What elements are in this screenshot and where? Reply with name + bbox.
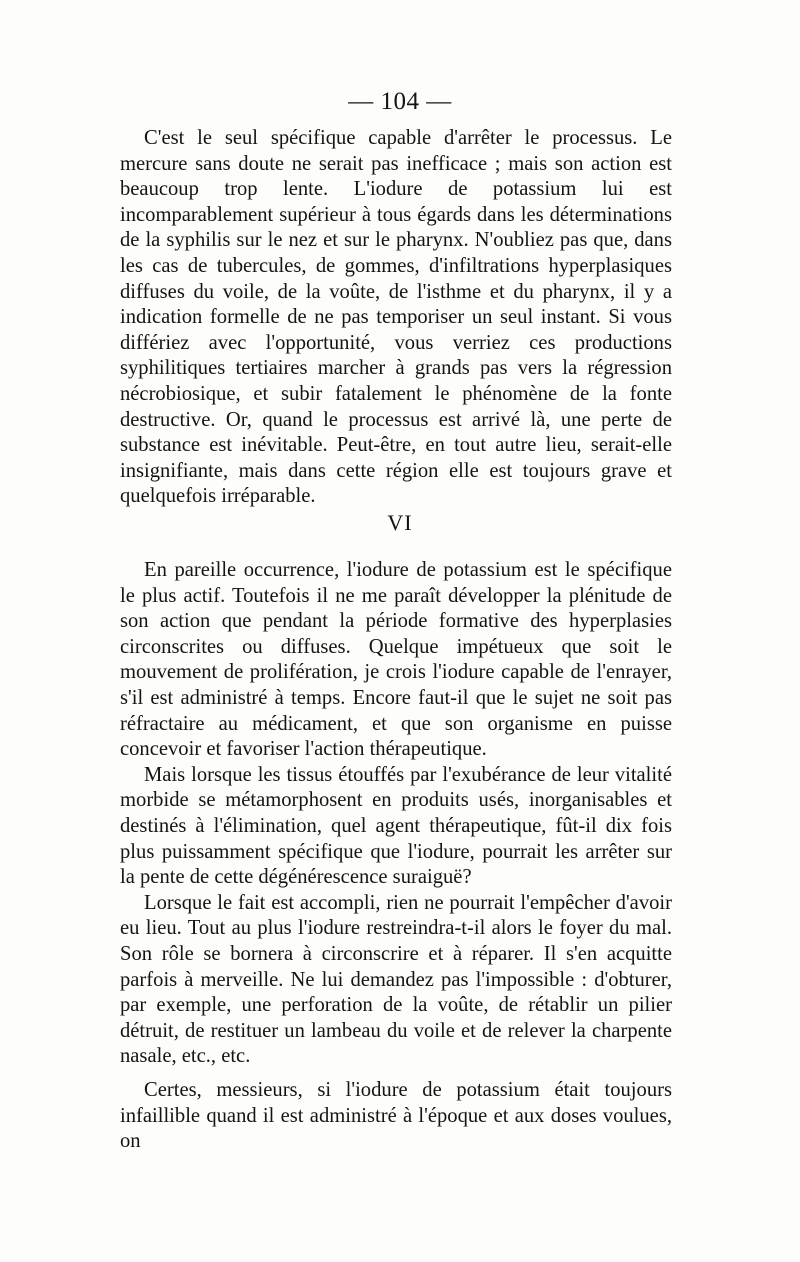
paragraph-5-block	[120, 1078, 672, 1155]
paragraph-5: Certes, messieurs, si l'iodure de potassium était toujours infaillible quand il est administré à l'époque et aux doses voulues, on	[120, 1079, 672, 1153]
paragraph-3: Mais lorsque les tissus étouffés par l'exubérance de leur vitalité morbide se métamorphosent en produits usés, inorganisables et destinés à l'élimination, quel agent thérapeutique, fût-il dix fois plus puissamment spécifique que l'iodure, pourrait les arrêter sur la pente de cette dégénérescence suraiguë?	[120, 763, 672, 889]
section-heading: VI	[387, 510, 413, 535]
paragraph-4: Lorsque le fait est accompli, rien ne pourrait l'empêcher d'avoir eu lieu. Tout au plus l'iodure restreindra-t-il alors le foyer du mal. Son rôle se bornera à circonscrire et à réparer. Il s'en acquitte parfois à merveille. Ne lui demandez pas l'impossible : d'obturer, par exemple, une perforation de la voûte, de rétablir un pilier détruit, de restituer un lambeau du voile et de relever la charpente nasale, etc., etc.	[120, 891, 672, 1068]
paragraph-1: C'est le seul spécifique capable d'arrêter le processus. Le mercure sans doute ne serait pas inefficace ; mais son action est beaucoup trop lente. L'iodure de potassium lui est incomparablement supérieur à tous égards dans les déterminations de la syphilis sur le nez et sur le pharynx. N'oubliez pas que, dans les cas de tubercules, de gommes, d'infiltrations hyperplasiques diffuses du voile, de la voûte, de l'isthme et du pharynx, il y a indication formelle de ne pas temporiser un seul instant. Si vous différiez avec l'opportunité, vous verriez ces productions syphilitiques tertiaires marcher à grands pas vers la régression nécrobiosique, et subir fatalement le phénomène de la fonte destructive. Or, quand le processus est arrivé là, une perte de substance est inévitable. Peut-être, en tout autre lieu, serait-elle insignifiante, mais dans cette région elle est toujours grave et quelquefois irréparable.	[120, 127, 672, 508]
paragraph-2-4-block	[120, 558, 672, 1070]
paragraph-2: En pareille occurrence, l'iodure de potassium est le spécifique le plus actif. Toutefois il ne me paraît développer la plénitude de son action que pendant la période formative des hyperplasies circonscrites ou diffuses. Quelque impétueux que soit le mouvement de prolifération, je crois l'iodure capable de l'enrayer, s'il est administré à temps. Encore faut-il que le sujet ne soit pas réfractaire au médicament, et que son organisme en puisse concevoir et favoriser l'action thérapeutique.	[120, 559, 672, 761]
paragraph-1-block	[120, 126, 672, 510]
page-number: — 104 —	[348, 88, 452, 115]
